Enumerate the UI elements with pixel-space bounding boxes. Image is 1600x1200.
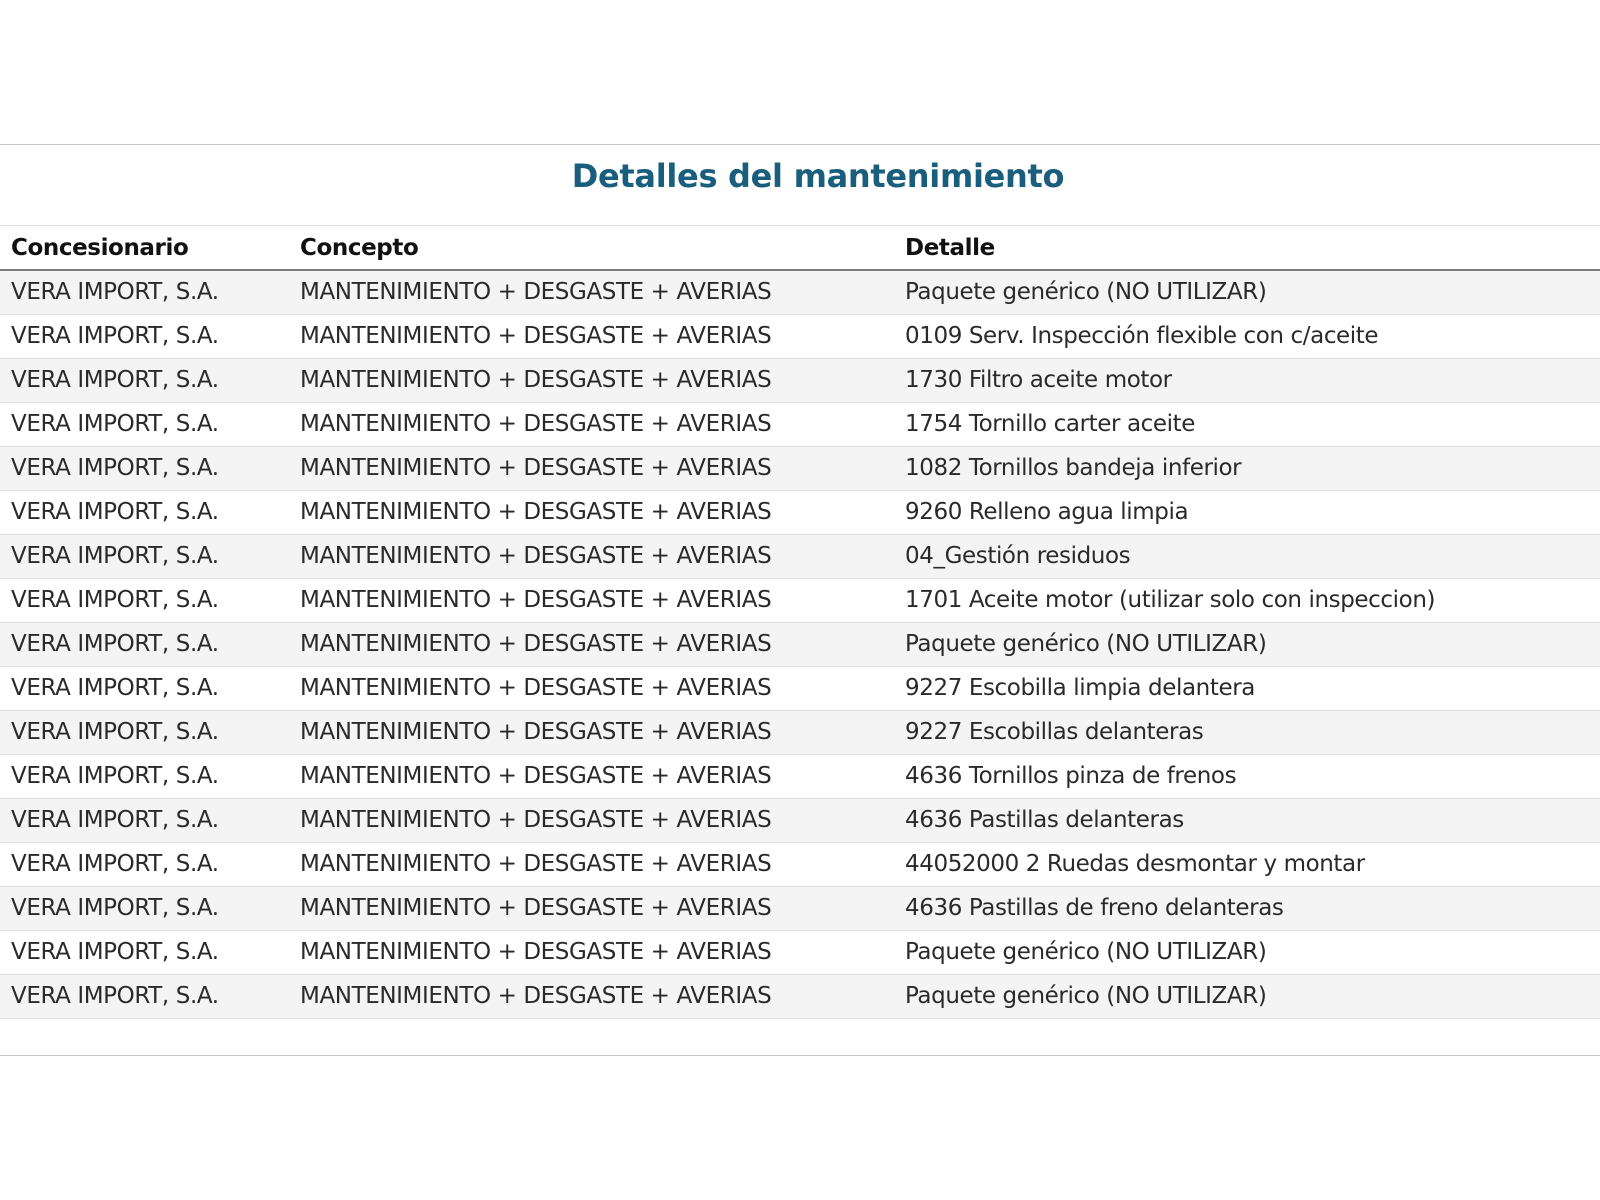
cell-dealer: VERA IMPORT, S.A.: [0, 490, 289, 534]
cell-concept: MANTENIMIENTO + DESGASTE + AVERIAS: [289, 754, 894, 798]
cell-detail: 1754 Tornillo carter aceite: [894, 402, 1600, 446]
table-row[interactable]: [0, 578, 1600, 622]
cell-dealer: VERA IMPORT, S.A.: [0, 886, 289, 930]
cell-detail: 04_Gestión residuos: [894, 534, 1600, 578]
cell-dealer: VERA IMPORT, S.A.: [0, 798, 289, 842]
cell-concept: MANTENIMIENTO + DESGASTE + AVERIAS: [289, 798, 894, 842]
cell-detail: 4636 Pastillas de freno delanteras: [894, 886, 1600, 930]
header-row: [0, 226, 1600, 270]
cell-concept: MANTENIMIENTO + DESGASTE + AVERIAS: [289, 534, 894, 578]
cell-dealer: VERA IMPORT, S.A.: [0, 622, 289, 666]
cell-detail: 9227 Escobilla limpia delantera: [894, 666, 1600, 710]
cell-dealer: VERA IMPORT, S.A.: [0, 930, 289, 974]
table-row[interactable]: [0, 710, 1600, 754]
table-header: [0, 226, 1600, 270]
cell-detail: 4636 Tornillos pinza de frenos: [894, 754, 1600, 798]
cell-detail: 1082 Tornillos bandeja inferior: [894, 446, 1600, 490]
table-row[interactable]: [0, 446, 1600, 490]
maintenance-details-panel: [0, 144, 1600, 1056]
table-row[interactable]: [0, 314, 1600, 358]
column-header-dealer[interactable]: Concesionario: [0, 226, 289, 270]
table-row[interactable]: [0, 666, 1600, 710]
cell-concept: MANTENIMIENTO + DESGASTE + AVERIAS: [289, 842, 894, 886]
table-row[interactable]: [0, 974, 1600, 1018]
maintenance-table: [0, 226, 1600, 1019]
cell-concept: MANTENIMIENTO + DESGASTE + AVERIAS: [289, 402, 894, 446]
cell-concept: MANTENIMIENTO + DESGASTE + AVERIAS: [289, 490, 894, 534]
table-row[interactable]: [0, 270, 1600, 314]
cell-dealer: VERA IMPORT, S.A.: [0, 842, 289, 886]
table-row[interactable]: [0, 798, 1600, 842]
table-row[interactable]: [0, 886, 1600, 930]
cell-concept: MANTENIMIENTO + DESGASTE + AVERIAS: [289, 270, 894, 314]
cell-detail: Paquete genérico (NO UTILIZAR): [894, 974, 1600, 1018]
cell-concept: MANTENIMIENTO + DESGASTE + AVERIAS: [289, 710, 894, 754]
cell-detail: Paquete genérico (NO UTILIZAR): [894, 930, 1600, 974]
cell-dealer: VERA IMPORT, S.A.: [0, 446, 289, 490]
cell-detail: 9260 Relleno agua limpia: [894, 490, 1600, 534]
cell-concept: MANTENIMIENTO + DESGASTE + AVERIAS: [289, 974, 894, 1018]
cell-concept: MANTENIMIENTO + DESGASTE + AVERIAS: [289, 886, 894, 930]
table-row[interactable]: [0, 402, 1600, 446]
cell-detail: 1730 Filtro aceite motor: [894, 358, 1600, 402]
cell-dealer: VERA IMPORT, S.A.: [0, 314, 289, 358]
table-row[interactable]: [0, 622, 1600, 666]
cell-concept: MANTENIMIENTO + DESGASTE + AVERIAS: [289, 578, 894, 622]
cell-dealer: VERA IMPORT, S.A.: [0, 974, 289, 1018]
cell-dealer: VERA IMPORT, S.A.: [0, 710, 289, 754]
cell-detail: Paquete genérico (NO UTILIZAR): [894, 622, 1600, 666]
cell-detail: 0109 Serv. Inspección flexible con c/aceite: [894, 314, 1600, 358]
cell-dealer: VERA IMPORT, S.A.: [0, 754, 289, 798]
page-title: Detalles del mantenimiento: [571, 157, 1065, 195]
cell-dealer: VERA IMPORT, S.A.: [0, 578, 289, 622]
cell-detail: 1701 Aceite motor (utilizar solo con inspeccion): [894, 578, 1600, 622]
table-body: [0, 270, 1600, 1018]
column-header-detail[interactable]: Detalle: [894, 226, 1600, 270]
table-row[interactable]: [0, 358, 1600, 402]
cell-concept: MANTENIMIENTO + DESGASTE + AVERIAS: [289, 314, 894, 358]
table-row[interactable]: [0, 930, 1600, 974]
cell-detail: Paquete genérico (NO UTILIZAR): [894, 270, 1600, 314]
cell-concept: MANTENIMIENTO + DESGASTE + AVERIAS: [289, 446, 894, 490]
table-row[interactable]: [0, 534, 1600, 578]
cell-concept: MANTENIMIENTO + DESGASTE + AVERIAS: [289, 358, 894, 402]
cell-detail: 9227 Escobillas delanteras: [894, 710, 1600, 754]
table-row[interactable]: [0, 754, 1600, 798]
cell-dealer: VERA IMPORT, S.A.: [0, 534, 289, 578]
cell-detail: 4636 Pastillas delanteras: [894, 798, 1600, 842]
cell-concept: MANTENIMIENTO + DESGASTE + AVERIAS: [289, 666, 894, 710]
column-header-concept[interactable]: Concepto: [289, 226, 894, 270]
table-row[interactable]: [0, 490, 1600, 534]
cell-dealer: VERA IMPORT, S.A.: [0, 270, 289, 314]
cell-concept: MANTENIMIENTO + DESGASTE + AVERIAS: [289, 622, 894, 666]
cell-dealer: VERA IMPORT, S.A.: [0, 358, 289, 402]
cell-detail: 44052000 2 Ruedas desmontar y montar: [894, 842, 1600, 886]
table-row[interactable]: [0, 842, 1600, 886]
cell-dealer: VERA IMPORT, S.A.: [0, 666, 289, 710]
cell-concept: MANTENIMIENTO + DESGASTE + AVERIAS: [289, 930, 894, 974]
cell-dealer: VERA IMPORT, S.A.: [0, 402, 289, 446]
